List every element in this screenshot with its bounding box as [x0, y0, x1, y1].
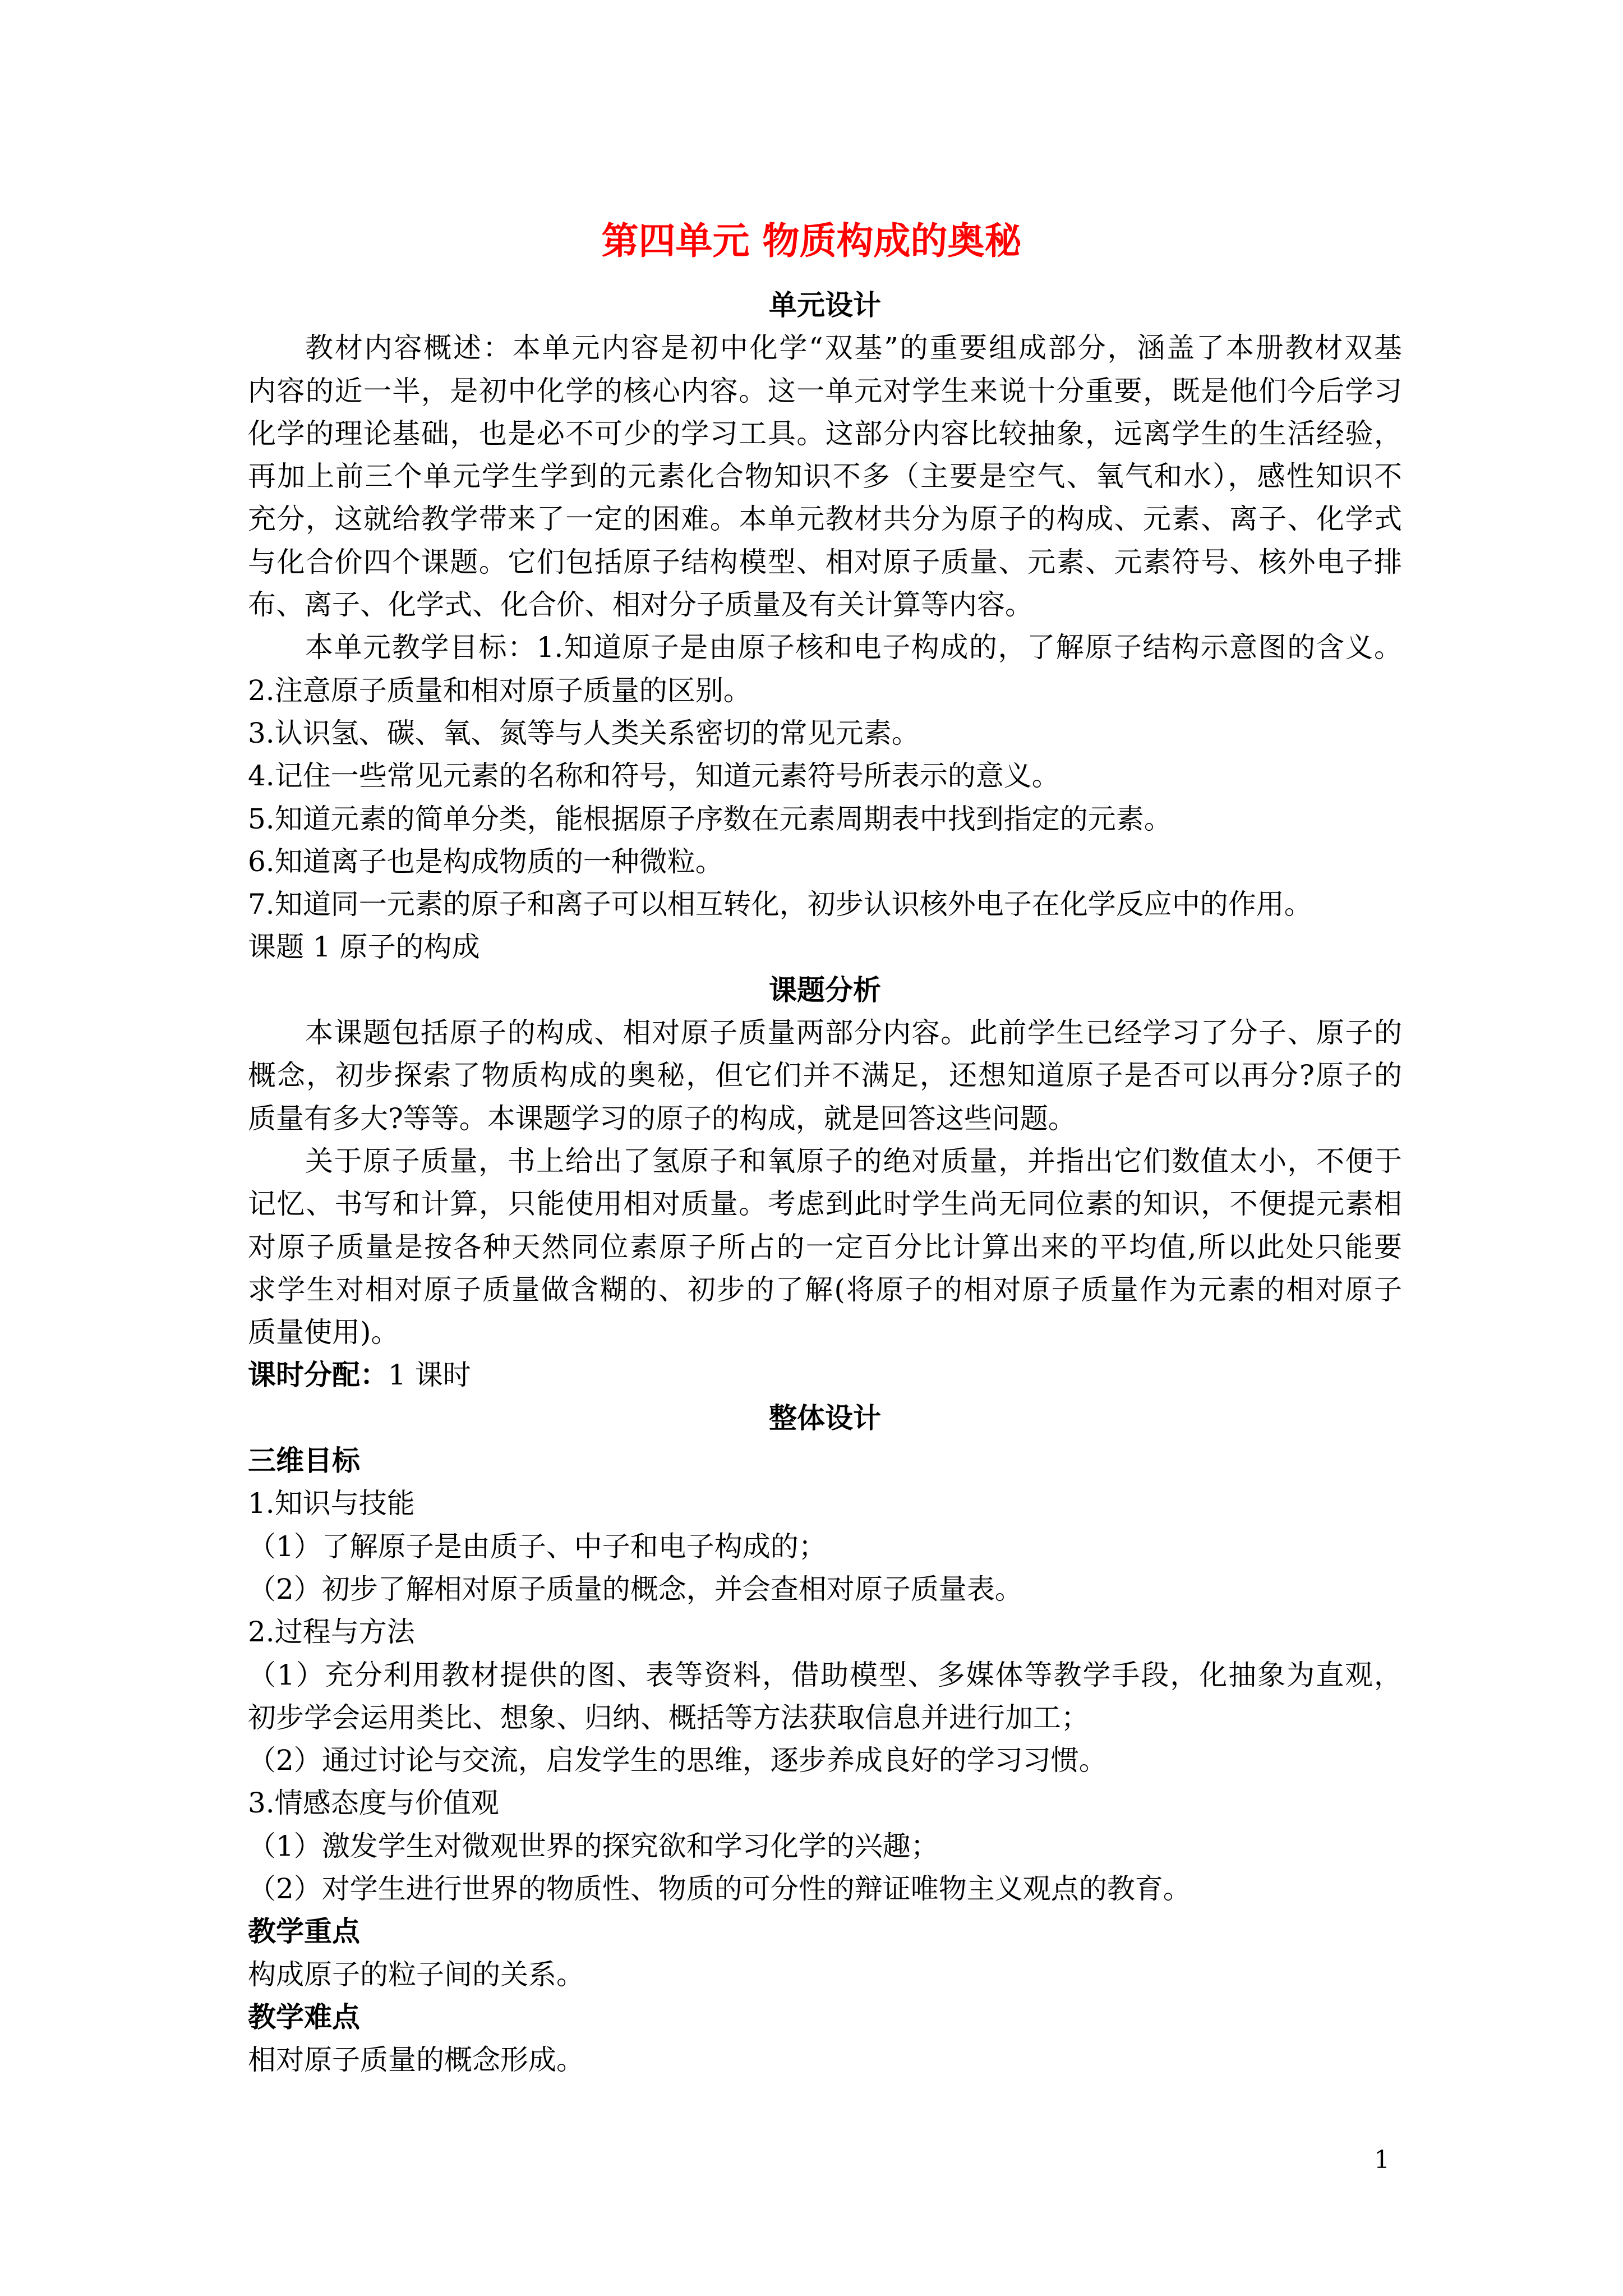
analysis-line: 概念，初步探索了物质构成的奥秘，但它们并不满足，还想知道原子是否可以再分?原子的	[248, 1059, 1402, 1092]
heading-unit-design: 单元设计	[769, 288, 881, 321]
heading-key-point: 教学重点	[248, 1915, 360, 1948]
heading-difficulty: 教学难点	[248, 2000, 360, 2033]
analysis-line: 本课题包括原子的构成、相对原子质量两部分内容。此前学生已经学习了分子、原子的	[305, 1016, 1402, 1050]
goal-line: 4.记住一些常见元素的名称和符号，知道元素符号所表示的意义。	[248, 760, 1060, 793]
overview-line: 再加上前三个单元学生学到的元素化合物知识不多（主要是空气、氧气和水），感性知识不	[248, 460, 1402, 493]
period-value: 1 课时	[388, 1359, 471, 1392]
goal-line: 5.知道元素的简单分类，能根据原子序数在元素周期表中找到指定的元素。	[248, 802, 1172, 835]
objective-line: （1）了解原子是由质子、中子和电子构成的；	[248, 1530, 827, 1563]
document-body	[248, 284, 1402, 2081]
goal-line: 本单元教学目标：1.知道原子是由原子核和电子构成的，了解原子结构示意图的含义。	[305, 631, 1402, 664]
heading-analysis: 课题分析	[769, 973, 881, 1006]
difficulty-text: 相对原子质量的概念形成。	[248, 2044, 584, 2077]
overview-line: 化学的理论基础，也是必不可少的学习工具。这部分内容比较抽象，远离学生的生活经验，	[248, 417, 1402, 450]
document-title: 第四单元 物质构成的奥秘	[601, 219, 1022, 263]
analysis-line: 求学生对相对原子质量做含糊的、初步的了解(将原子的相对原子质量作为元素的相对原子	[248, 1273, 1402, 1306]
analysis-line: 关于原子质量，书上给出了氢原子和氧原子的绝对质量，并指出它们数值太小，不便于	[305, 1144, 1402, 1177]
analysis-line: 质量使用)。	[248, 1316, 399, 1349]
goal-line: 3.认识氢、碳、氧、氮等与人类关系密切的常见元素。	[248, 716, 920, 749]
overview-line: 充分，这就给教学带来了一定的困难。本单元教材共分为原子的构成、元素、离子、化学式	[248, 503, 1402, 536]
objective-line: （2）初步了解相对原子质量的概念，并会查相对原子质量表。	[248, 1572, 1023, 1605]
analysis-line: 质量有多大?等等。本课题学习的原子的构成，就是回答这些问题。	[248, 1102, 1076, 1135]
objective-line: 1.知识与技能	[248, 1487, 415, 1520]
objective-line: （2）通过讨论与交流，启发学生的思维，逐步养成良好的学习习惯。	[248, 1744, 1107, 1777]
overview-line: 与化合价四个课题。它们包括原子结构模型、相对原子质量、元素、元素符号、核外电子排	[248, 545, 1402, 578]
lesson-title: 课题 1 原子的构成	[248, 931, 480, 964]
heading-three-dim: 三维目标	[248, 1444, 360, 1478]
objective-line: （2）对学生进行世界的物质性、物质的可分性的辩证唯物主义观点的教育。	[248, 1872, 1191, 1905]
goal-line: 2.注意原子质量和相对原子质量的区别。	[248, 674, 751, 707]
objective-line: （1）激发学生对微观世界的探究欲和学习化学的兴趣；	[248, 1829, 939, 1862]
objective-line: 3.情感态度与价值观	[248, 1787, 499, 1820]
objective-line: （1）充分利用教材提供的图、表等资料，借助模型、多媒体等教学手段，化抽象为直观，	[248, 1658, 1402, 1691]
objective-line: 初步学会运用类比、想象、归纳、概括等方法获取信息并进行加工；	[248, 1701, 1089, 1734]
page-number: 1	[1374, 2146, 1390, 2174]
period-allocation	[248, 1354, 1402, 1396]
heading-overall: 整体设计	[769, 1401, 881, 1434]
analysis-line: 记忆、书写和计算，只能使用相对质量。考虑到此时学生尚无同位素的知识，不便提元素相	[248, 1188, 1402, 1221]
period-label: 课时分配：	[248, 1358, 388, 1392]
overview-line: 布、离子、化学式、化合价、相对分子质量及有关计算等内容。	[248, 588, 1033, 622]
goal-line: 6.知道离子也是构成物质的一种微粒。	[248, 845, 723, 878]
goal-line: 7.知道同一元素的原子和离子可以相互转化，初步认识核外电子在化学反应中的作用。	[248, 888, 1312, 921]
overview-line: 教材内容概述：本单元内容是初中化学“双基”的重要组成部分，涵盖了本册教材双基	[305, 332, 1402, 365]
key-point-text: 构成原子的粒子间的关系。	[248, 1958, 584, 1991]
objective-line: 2.过程与方法	[248, 1616, 415, 1649]
overview-line: 内容的近一半，是初中化学的核心内容。这一单元对学生来说十分重要，既是他们今后学习	[248, 374, 1402, 407]
analysis-line: 对原子质量是按各种天然同位素原子所占的一定百分比计算出来的平均值,所以此处只能要	[248, 1230, 1402, 1263]
